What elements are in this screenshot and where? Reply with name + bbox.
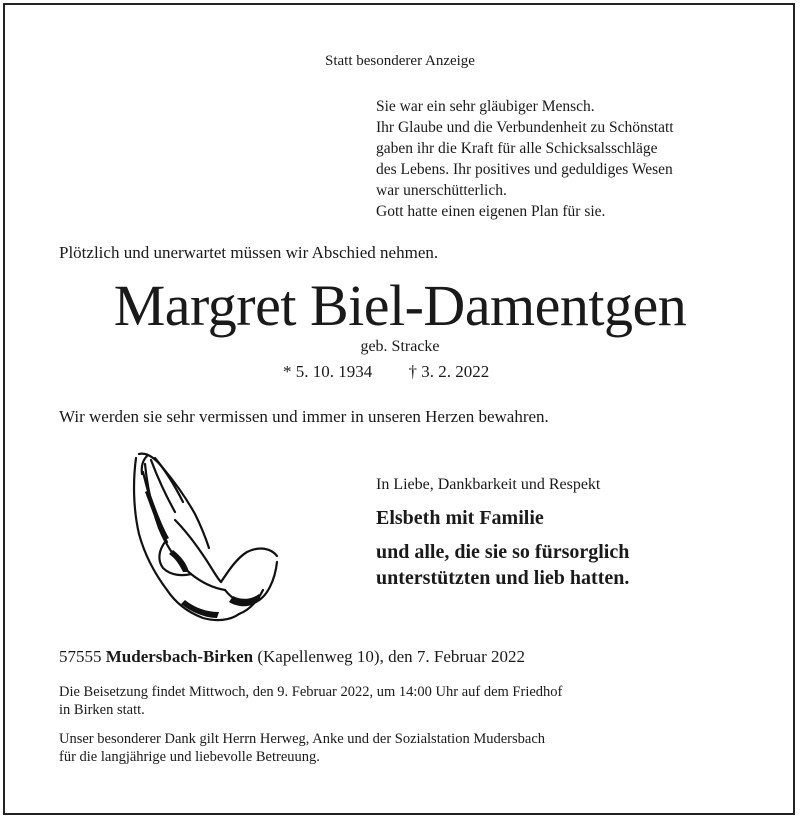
address-rest: (Kapellenweg 10), den 7. Februar 2022 xyxy=(257,647,526,666)
death-date: † 3. 2. 2022 xyxy=(408,362,490,381)
poem-line: Gott hatte einen eigenen Plan für sie. xyxy=(376,203,606,220)
thanks-line: Unser besonderer Dank gilt Herrn Herweg, Anke und der Sozialstation Mudersbach xyxy=(59,731,546,747)
poem-line: Ihr Glaube und die Verbundenheit zu Schönstatt xyxy=(376,119,674,136)
poem-line: Sie war ein sehr gläubiger Mensch. xyxy=(376,98,595,115)
miss-text: Wir werden sie sehr vermissen und immer in unseren Herzen bewahren. xyxy=(59,407,549,426)
address-line xyxy=(59,647,525,667)
mourners-family: Elsbeth mit Familie xyxy=(376,507,544,529)
life-dates xyxy=(283,362,489,382)
burial-info xyxy=(59,683,562,719)
mourners-intro: In Liebe, Dankbarkeit und Respekt xyxy=(376,476,601,493)
thanks-line: für die langjährige und liebevolle Betreuung. xyxy=(59,749,320,765)
birth-name: geb. Stracke xyxy=(360,338,440,355)
thanks-text xyxy=(59,730,545,766)
intro-text: Plötzlich und unerwartet müssen wir Abschied nehmen. xyxy=(59,243,439,262)
mourners-line: und alle, die sie so fürsorglich xyxy=(376,541,630,563)
birth-date: * 5. 10. 1934 xyxy=(283,362,373,381)
postal-code: 57555 xyxy=(59,647,102,666)
town-name: Mudersbach-Birken xyxy=(105,647,254,666)
notice-header: Statt besonderer Anzeige xyxy=(325,53,475,69)
praying-hands-icon xyxy=(125,450,285,625)
burial-line: in Birken statt. xyxy=(59,702,145,718)
poem-line: war unerschütterlich. xyxy=(376,182,507,199)
mourners-line: unterstützten und lieb hatten. xyxy=(376,567,630,589)
poem-line: des Lebens. Ihr positives und geduldiges Wesen xyxy=(376,161,673,178)
poem-text xyxy=(376,96,674,222)
poem-line: gaben ihr die Kraft für alle Schicksalsschläge xyxy=(376,140,658,157)
burial-line: Die Beisetzung findet Mittwoch, den 9. Februar 2022, um 14:00 Uhr auf dem Friedhof xyxy=(59,684,563,700)
deceased-name: Margret Biel-Damentgen xyxy=(113,273,687,338)
mourners-others xyxy=(376,539,629,591)
